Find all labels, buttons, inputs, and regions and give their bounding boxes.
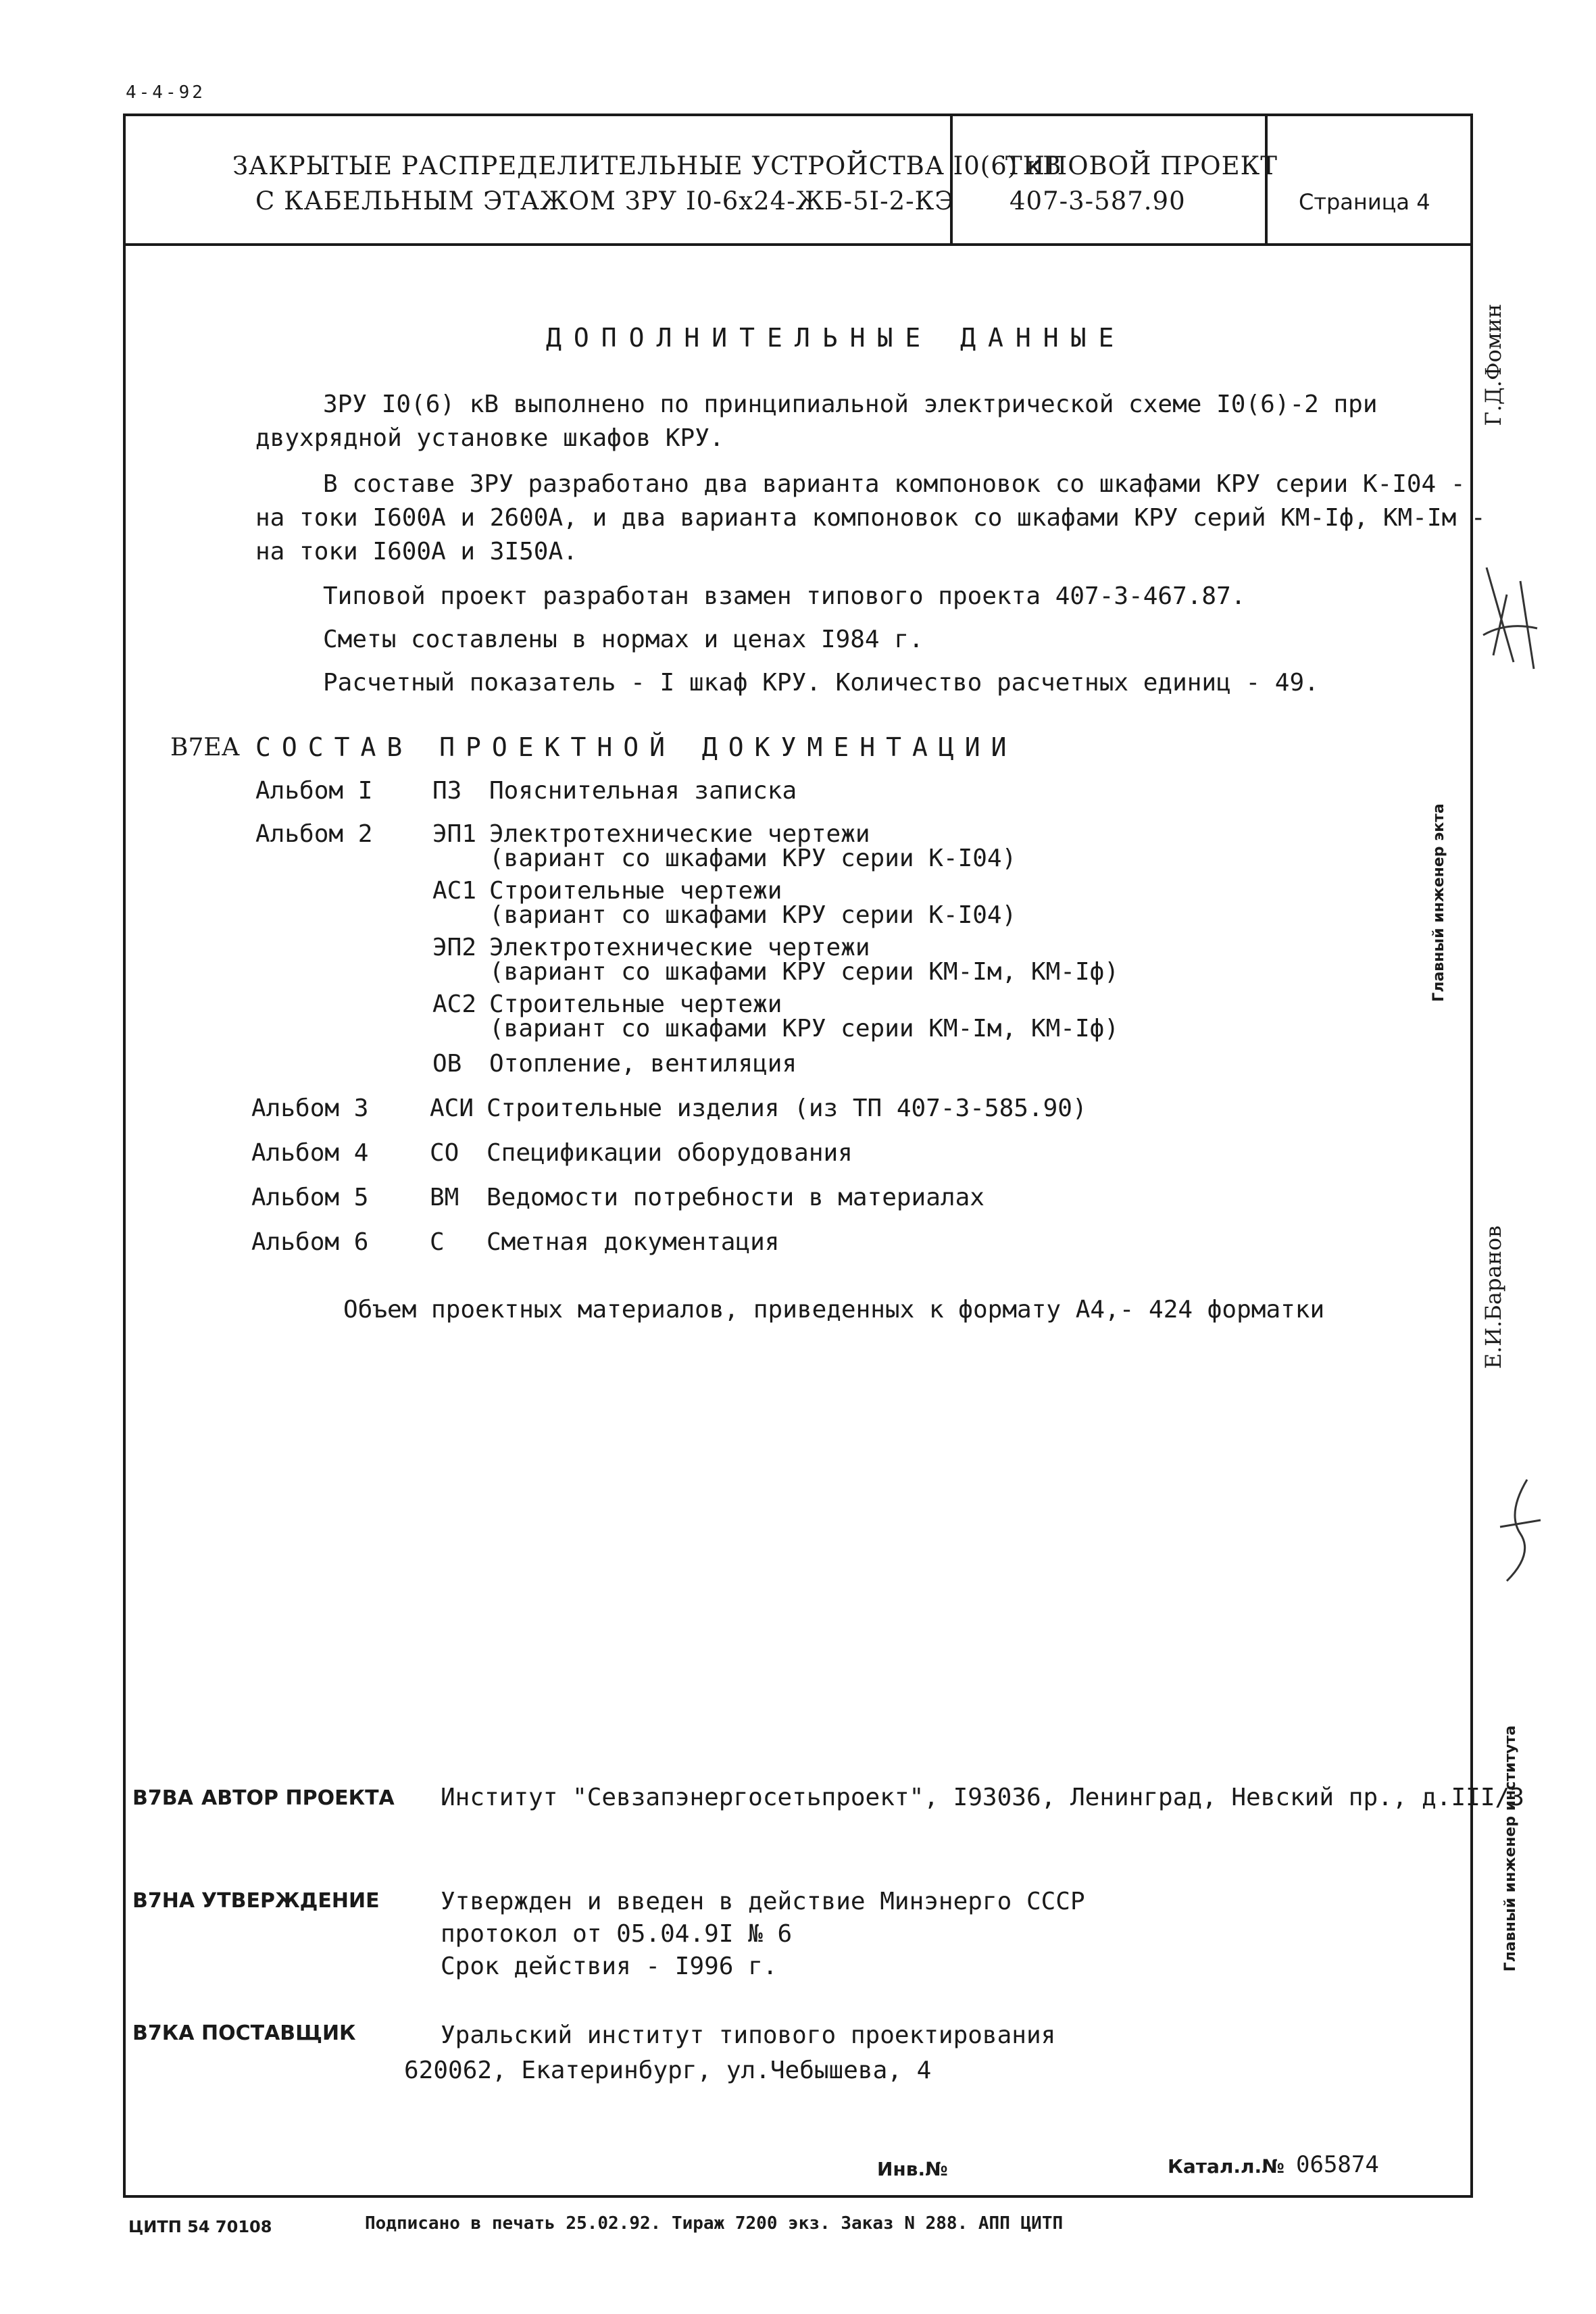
album-label: Альбом 5 — [251, 1184, 369, 1211]
album-label: Альбом 6 — [251, 1228, 369, 1256]
sidebar-role-2: Главный инженер института — [1502, 1725, 1519, 1972]
author-text: Институт "Севзапэнергосетьпроект", I93036, Ленинград, Невский пр., д.III/3 — [441, 1784, 1524, 1811]
album-title: Электротехнические чертежи — [489, 934, 870, 961]
additional-heading: ДОПОЛНИТЕЛЬНЫЕ ДАННЫЕ — [546, 323, 1126, 353]
additional-p5: Расчетный показатель - I шкаф КРУ. Количество расчетных единиц - 49. — [323, 669, 1319, 697]
corner-code: 4-4-92 — [126, 82, 205, 103]
album-title: Строительные изделия (из ТП 407-3-585.90) — [487, 1095, 1087, 1122]
album-code: АСИ — [430, 1095, 474, 1122]
album-title: Ведомости потребности в материалах — [487, 1184, 984, 1211]
album-subtitle: (вариант со шкафами КРУ серии К-I04) — [489, 845, 1017, 872]
album-title: Спецификации оборудования — [487, 1139, 853, 1167]
approval-code: В7НА — [132, 1889, 195, 1913]
supplier-line1: Уральский институт типового проектирования — [441, 2021, 1056, 2049]
album-subtitle: (вариант со шкафами КРУ серии К-I04) — [489, 901, 1017, 929]
sidebar-name-1: Г.Д.Фомин — [1480, 303, 1506, 426]
sidebar-role-1: Главный инженер экта — [1430, 803, 1447, 1002]
album-title: Пояснительная записка — [489, 777, 797, 805]
composition-heading: СОСТАВ ПРОЕКТНОЙ ДОКУМЕНТАЦИИ — [255, 732, 1018, 762]
album-label: Альбом 2 — [255, 820, 373, 848]
album-code: СО — [430, 1139, 459, 1167]
header-divider — [123, 243, 1473, 246]
project-type: ТИПОВОЙ ПРОЕКТ — [1005, 151, 1278, 180]
approval-line1: Утвержден и введен в действие Минэнерго СССР — [441, 1888, 1085, 1915]
supplier-label: ПОСТАВЩИК — [201, 2021, 356, 2045]
additional-p2-line1: В составе ЗРУ разработано два варианта компоновок со шкафами КРУ серии К-I04 - — [323, 470, 1466, 498]
inv-label: Инв.№ — [877, 2158, 948, 2180]
author-code: В7ВА — [132, 1786, 193, 1810]
album-title: Электротехнические чертежи — [489, 820, 870, 848]
album-title: Сметная документация — [487, 1228, 780, 1256]
header-title-line1: ЗАКРЫТЫЕ РАСПРЕДЕЛИТЕЛЬНЫЕ УСТРОЙСТВА I0(6) кВ — [232, 151, 1062, 180]
supplier-code: В7КА — [132, 2021, 195, 2045]
print-line: Подписано в печать 25.02.92. Тираж 7200 экз. Заказ N 288. АПП ЦИТП — [365, 2213, 1064, 2234]
signature-mark-2 — [1487, 1473, 1554, 1594]
album-subtitle: (вариант со шкафами КРУ серии КМ-Iм, КМ-Iф) — [489, 1015, 1119, 1042]
album-subtitle: (вариант со шкафами КРУ серии КМ-Iм, КМ-Iф) — [489, 958, 1119, 986]
album-code: ПЗ — [432, 777, 462, 805]
album-code: ВМ — [430, 1184, 459, 1211]
album-title: Отопление, вентиляция — [489, 1050, 797, 1078]
page-label: Страница 4 — [1299, 189, 1430, 215]
album-label: Альбом 4 — [251, 1139, 369, 1167]
additional-p2-line2: на токи I600А и 2600А, и два варианта компоновок со шкафами КРУ серий КМ-Iф, КМ-Iм - — [255, 504, 1486, 532]
approval-label: УТВЕРЖДЕНИЕ — [201, 1889, 380, 1913]
print-code: ЦИТП 54 70108 — [128, 2217, 272, 2236]
album-code: ЭП2 — [432, 934, 477, 961]
additional-p1-line1: ЗРУ I0(6) кВ выполнено по принципиальной электрической схеме I0(6)-2 при — [323, 391, 1378, 418]
album-code: ЭП1 — [432, 820, 477, 848]
additional-p3: Типовой проект разработан взамен типового проекта 407-3-467.87. — [323, 582, 1246, 610]
album-label: Альбом I — [255, 777, 373, 805]
approval-line2: протокол от 05.04.9I № 6 — [441, 1920, 793, 1948]
supplier-line2: 620062, Екатеринбург, ул.Чебышева, 4 — [404, 2057, 932, 2084]
author-label: АВТОР ПРОЕКТА — [201, 1786, 395, 1810]
catalog-label: Катал.л.№ — [1168, 2155, 1285, 2178]
album-code: АС1 — [432, 877, 477, 905]
project-number: 407-3-587.90 — [1009, 186, 1186, 216]
composition-code: В7ЕА — [170, 734, 240, 761]
additional-p4: Сметы составлены в нормах и ценах I984 г. — [323, 626, 924, 653]
album-title: Строительные чертежи — [489, 877, 782, 905]
album-label: Альбом 3 — [251, 1095, 369, 1122]
album-title: Строительные чертежи — [489, 990, 782, 1018]
album-code: АС2 — [432, 990, 477, 1018]
approval-line3: Срок действия - I996 г. — [441, 1953, 778, 1980]
header-title-line2: С КАБЕЛЬНЫМ ЭТАЖОМ ЗРУ I0-6х24-ЖБ-5I-2-КЭ — [255, 186, 955, 216]
additional-p1-line2: двухрядной установке шкафов КРУ. — [255, 424, 724, 452]
catalog-number: 065874 — [1296, 2151, 1379, 2178]
signature-mark-1 — [1473, 554, 1554, 689]
sidebar-name-2: Е.И.Баранов — [1480, 1225, 1506, 1369]
album-code: ОВ — [432, 1050, 462, 1078]
volume-note: Объем проектных материалов, приведенных к формату А4,- 424 форматки — [343, 1296, 1325, 1324]
additional-p2-line3: на токи I600А и 3I50А. — [255, 538, 578, 565]
album-code: С — [430, 1228, 445, 1256]
